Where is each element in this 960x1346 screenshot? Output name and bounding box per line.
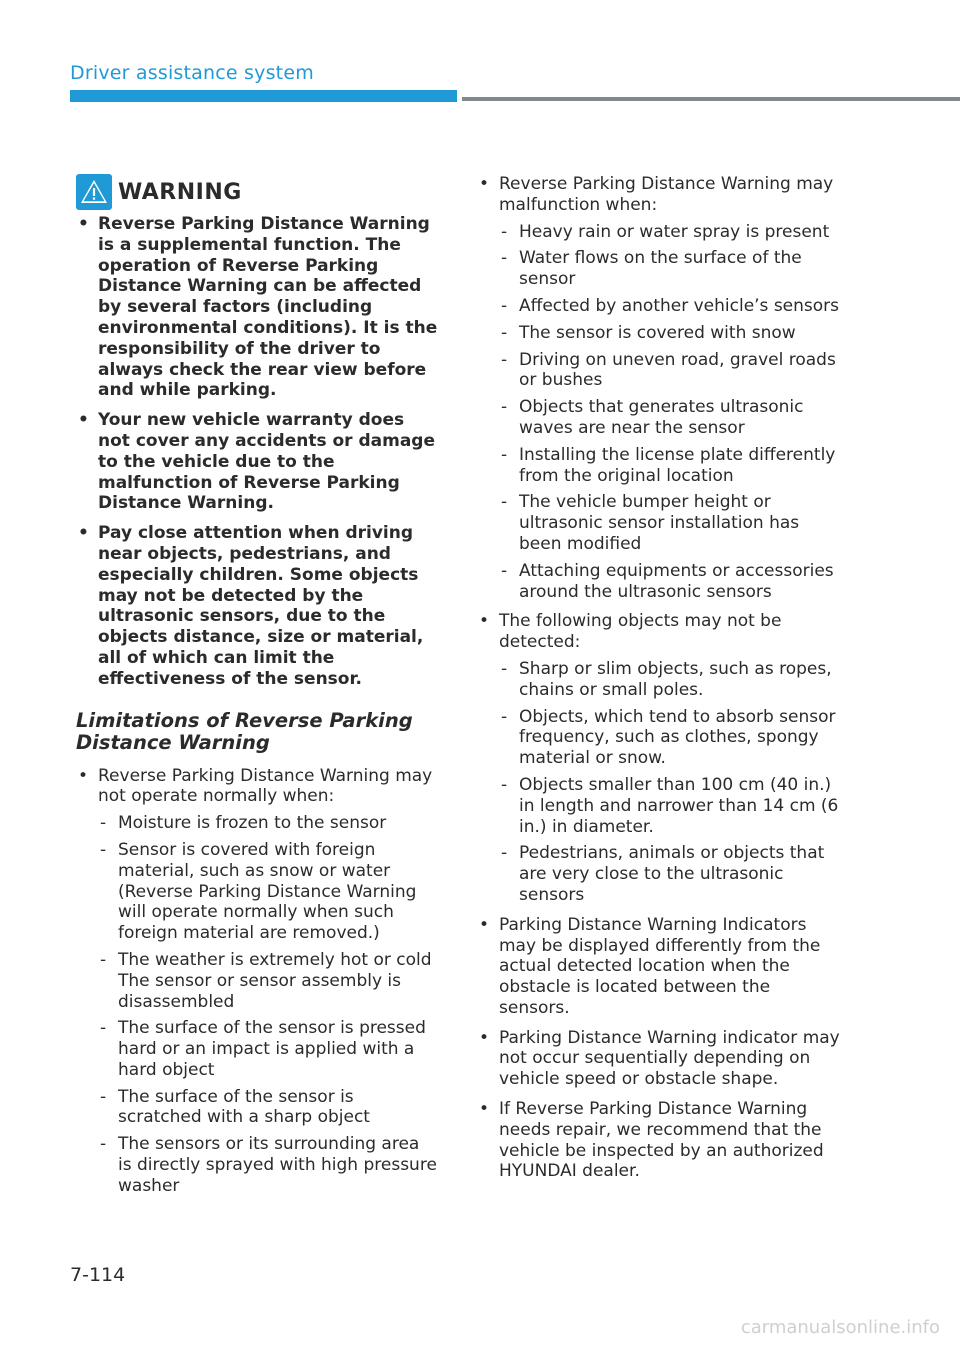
sub-list [98, 813, 438, 1197]
warning-header [76, 174, 438, 210]
section-title: Driver assistance system [70, 62, 314, 84]
warning-item: • Your new vehicle warranty does not cover any accidents or damage to the vehicle due to the malfunction of Reverse Parking Distance Warning. [78, 410, 435, 514]
warning-item: • Pay close attention when driving near objects, pedestrians, and especially children. Some objects may not be detected by the ultrasonic sensors, due to the objects distance, size or material, all of which can limit the effectiveness of the sensor. [78, 523, 424, 689]
sub-list-item: - The weather is extremely hot or cold The sensor or sensor assembly is disassembled [100, 949, 432, 1012]
limitations-heading: Limitations of Reverse Parking Distance Warning [76, 708, 413, 754]
list-item: • Parking Distance Warning Indicators may be displayed differently from the actual detected location when the obstacle is located between the sensors. [479, 914, 821, 1018]
sub-list-item: - The sensors or its surrounding area is directly sprayed with high pressure washer [100, 1134, 437, 1196]
warning-triangle-icon [76, 174, 112, 210]
sub-list [499, 659, 843, 906]
header-rule [462, 97, 960, 101]
limitations-list-left [76, 766, 438, 1197]
sub-list-item: - Affected by another vehicle’s sensors [501, 295, 840, 316]
warning-item: • Reverse Parking Distance Warning is a supplemental function. The operation of Reverse Parking Distance Warning can be affected by several factors (including environmental conditions). It is the responsibility of the driver to always check the rear view before and while parking. [78, 214, 438, 401]
list-item: • Reverse Parking Distance Warning may not operate normally when: - Moisture is frozen to the sensor - Sensor is covered with foreign material, such as snow or water (Reverse Parking Distance Warning will operate normally when such foreign material are removed.) - The weather is extremely hot or cold The sensor or sensor assembly is disassembled - The surface of the sensor is pressed hard or an impact is applied with a hard object - The surface of the sensor is scratched with a sharp object - The sensors or its surrounding area is directly sprayed with high pressure washer [78, 765, 437, 1196]
sub-list-item: - Sensor is covered with foreign material, such as snow or water (Reverse Parking Distance Warning will operate normally when such foreign material are removed.) [100, 839, 417, 944]
list-item: • The following objects may not be detected: - Sharp or slim objects, such as ropes, chains or small poles. - Objects, which tend to absorb sensor frequency, such as clothes, spongy material or snow. - Objects smaller than 100 cm (40 in.) in length and narrower than 14 cm (6 in.) in diameter. - Pedestrians, animals or objects that are very close to the ultrasonic sensors [477, 611, 843, 905]
right-column [477, 174, 843, 1191]
list-item: • Reverse Parking Distance Warning may malfunction when: - Heavy rain or water spray is present - Water flows on the surface of the sensor - Affected by another vehicle’s sensors - The sensor is covered with snow - Driving on uneven road, gravel roads or bushes - Objects that generates ultrasonic waves are near the sensor - Installing the license plate differently from the original location - The vehicle bumper height or ultrasonic sensor installation has been modified - Attaching equipments or accessories around the ultrasonic sensors [477, 174, 843, 602]
sub-list-item: - Objects, which tend to absorb sensor frequency, such as clothes, spongy material or snow. [501, 706, 836, 769]
sub-list-item: - Moisture is frozen to the sensor [100, 813, 387, 834]
sub-list-item: - Driving on uneven road, gravel roads or bushes [501, 349, 836, 391]
limitations-list-right [477, 174, 843, 1182]
page-number: 7-114 [70, 1264, 126, 1286]
sub-list-item: - The surface of the sensor is pressed hard or an impact is applied with a hard object [100, 1018, 426, 1080]
left-column [76, 174, 438, 1206]
sub-list-item: - The vehicle bumper height or ultrasonic sensor installation has been modified [501, 492, 800, 554]
list-item: • If Reverse Parking Distance Warning needs repair, we recommend that the vehicle be inspected by an authorized HYUNDAI dealer. [479, 1099, 824, 1182]
sub-list-item: - Objects smaller than 100 cm (40 in.) in length and narrower than 14 cm (6 in.) in diameter. [501, 774, 839, 837]
sub-list-item: - The sensor is covered with snow [501, 322, 796, 343]
warning-title: WARNING [118, 179, 242, 205]
list-item: • Parking Distance Warning indicator may not occur sequentially depending on vehicle speed or obstacle shape. [479, 1027, 840, 1090]
sub-list-item: - The surface of the sensor is scratched with a sharp object [100, 1086, 370, 1128]
warning-list [76, 214, 438, 690]
sub-list-item: - Water flows on the surface of the sensor [501, 248, 802, 290]
header-accent-bar [70, 90, 457, 102]
sub-list-item: - Heavy rain or water spray is present [501, 221, 830, 242]
sub-list-item: - Pedestrians, animals or objects that are very close to the ultrasonic sensors [501, 843, 825, 905]
sub-list-item: - Installing the license plate differently from the original location [501, 444, 836, 486]
watermark: carmanualsonline.info [740, 1317, 940, 1338]
sub-list-item: - Sharp or slim objects, such as ropes, chains or small poles. [501, 658, 832, 700]
sub-list-item: - Attaching equipments or accessories around the ultrasonic sensors [501, 560, 834, 602]
sub-list-item: - Objects that generates ultrasonic waves are near the sensor [501, 397, 804, 438]
sub-list [499, 222, 843, 603]
